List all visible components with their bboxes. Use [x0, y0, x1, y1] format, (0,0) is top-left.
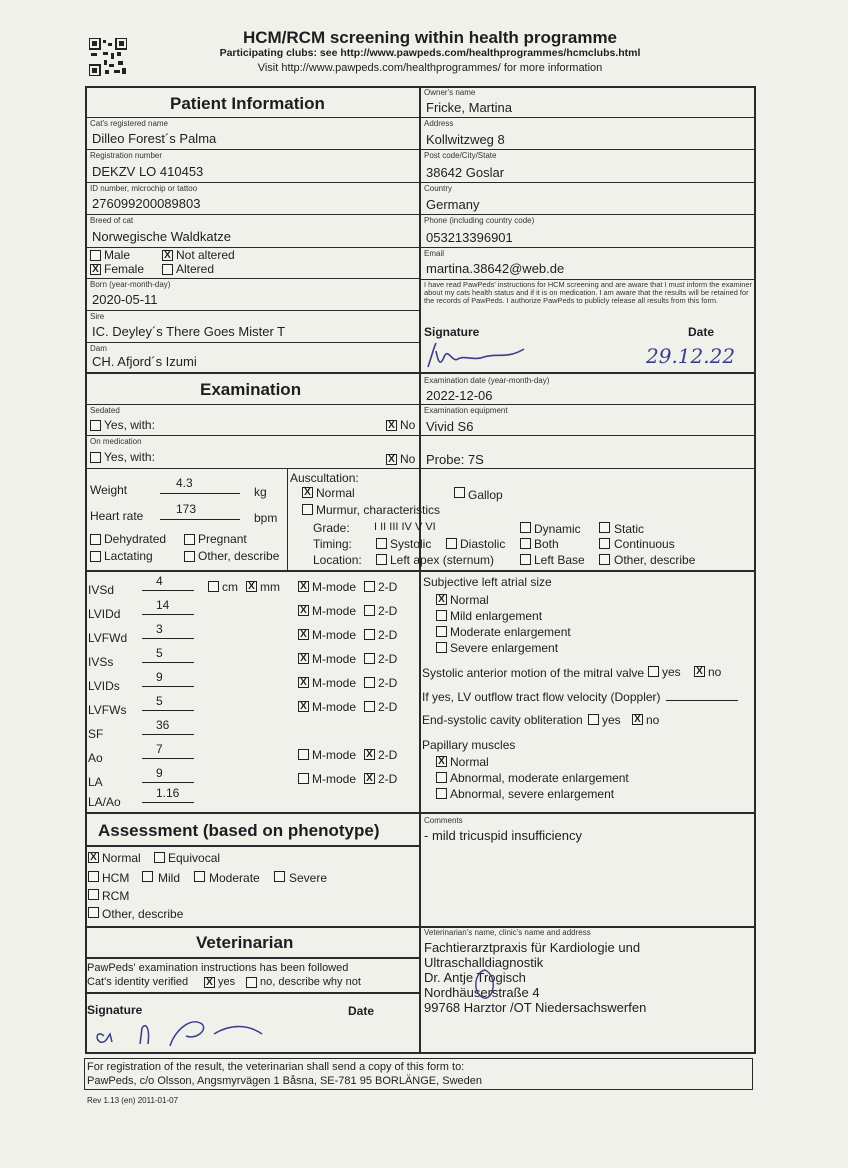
pap-normal-checkbox[interactable]: X [436, 756, 447, 767]
diastolic-label: Diastolic [460, 537, 506, 551]
address-label: Address [424, 119, 454, 128]
hcm-checkbox[interactable] [88, 871, 99, 882]
twod-label: 2-D [378, 700, 398, 714]
measure-label: IVSs [88, 655, 114, 669]
comments-field[interactable]: - mild tricuspid insufficiency [424, 828, 582, 843]
measure-underline [142, 782, 194, 783]
country-field[interactable]: Germany [426, 197, 480, 212]
pregnant-checkbox[interactable] [184, 534, 195, 545]
sam-no-checkbox[interactable]: X [694, 666, 705, 677]
location-other-checkbox[interactable] [599, 554, 610, 565]
both-checkbox[interactable] [520, 538, 531, 549]
measure-label: SF [88, 727, 104, 741]
owner-signature [424, 337, 534, 373]
sedated-yes-label: Yes, with: [104, 418, 155, 432]
severe-label: Severe [289, 871, 328, 885]
rcm-label: RCM [102, 889, 130, 903]
auscultation-label: Auscultation: [290, 471, 359, 485]
cm-label: cm [222, 580, 238, 594]
id-field[interactable]: 276099200089803 [92, 196, 201, 211]
sedated-no-checkbox[interactable]: X [386, 420, 397, 431]
twod-checkbox[interactable] [364, 581, 375, 592]
identity-yes-checkbox[interactable]: X [204, 977, 215, 988]
systolic-label: Systolic [390, 537, 432, 551]
vet-line4: Nordhäuserstraße 4 [424, 985, 540, 1000]
sam-yes-checkbox[interactable] [648, 666, 659, 677]
twod-label: 2-D [378, 772, 398, 786]
murmur-label: Murmur, characteristics [316, 503, 441, 517]
exam-date-field[interactable]: 2022-12-06 [426, 388, 493, 403]
twod-label: 2-D [378, 652, 398, 666]
measure-underline [142, 758, 194, 759]
mmode-label: M-mode [312, 580, 357, 594]
lactating-label: Lactating [104, 549, 153, 563]
twod-checkbox[interactable]: X [364, 773, 375, 784]
measure-underline [142, 710, 194, 711]
measure-value[interactable]: 36 [156, 718, 170, 732]
lvot-label: If yes, LV outflow tract flow velocity (Doppler) [422, 690, 661, 704]
measure-underline [142, 590, 194, 591]
escvo-no-checkbox[interactable]: X [632, 714, 643, 725]
other-describe-checkbox[interactable] [184, 551, 195, 562]
mild-checkbox[interactable] [142, 871, 153, 882]
revision: Rev 1.13 (en) 2011-01-07 [87, 1096, 179, 1105]
sedated-label: Sedated [90, 406, 120, 415]
owner-statement: I have read PawPeds' instructions for HCM screening and are aware that I must inform the examiner about my cats health status and if it is on medication. I am aware that the results will be retained for the records of PawPeds. I authorize PawPeds to publicly release all results from this form. [424, 280, 752, 305]
owner-signature-label: Signature [424, 325, 480, 339]
form-title: HCM/RCM screening within health programme [242, 28, 618, 47]
examination-heading: Examination [200, 380, 302, 399]
measure-underline [142, 638, 194, 639]
phone-field[interactable]: 053213396901 [426, 230, 513, 245]
equipment-label: Examination equipment [424, 406, 508, 415]
assess-normal-label: Normal [102, 851, 141, 865]
measure-label: LVIDd [88, 607, 121, 621]
atrial-moderate-label: Moderate enlargement [450, 625, 571, 639]
owner-name-field[interactable]: Fricke, Martina [426, 100, 512, 115]
grade-options[interactable]: I II III IV V VI [374, 521, 436, 533]
mm-label: mm [260, 580, 280, 594]
assess-other-label: Other, describe [102, 907, 184, 921]
mmode-checkbox[interactable]: X [298, 653, 309, 664]
twod-checkbox[interactable] [364, 701, 375, 712]
email-label: Email [424, 249, 445, 258]
comments-label: Comments [424, 816, 463, 825]
diastolic-checkbox[interactable] [446, 538, 457, 549]
measure-underline [142, 614, 194, 615]
address-field[interactable]: Kollwitzweg 8 [426, 132, 505, 147]
mmode-label: M-mode [312, 628, 357, 642]
identity-no-checkbox[interactable] [246, 977, 257, 988]
atrial-mild-label: Mild enlargement [450, 609, 543, 623]
measure-underline [142, 662, 194, 663]
not-altered-checkbox[interactable]: X [162, 250, 173, 261]
both-label: Both [534, 537, 559, 551]
measure-value[interactable]: 4 [156, 574, 163, 588]
mmode-checkbox[interactable]: X [298, 701, 309, 712]
atrial-severe-checkbox[interactable] [436, 642, 447, 653]
born-field[interactable]: 2020-05-11 [92, 292, 158, 307]
country-label: Country [424, 184, 453, 193]
twod-label: 2-D [378, 748, 398, 762]
frame [754, 86, 756, 1054]
mmode-checkbox[interactable] [298, 773, 309, 784]
pregnant-label: Pregnant [198, 532, 247, 546]
mmode-label: M-mode [312, 676, 357, 690]
frame [419, 86, 421, 1052]
pap-moderate-checkbox[interactable] [436, 772, 447, 783]
veterinarian-heading: Veterinarian [196, 933, 294, 952]
severe-checkbox[interactable] [274, 871, 285, 882]
weight-label: Weight [90, 483, 128, 497]
sam-yes-label: yes [662, 665, 681, 679]
pap-severe-checkbox[interactable] [436, 788, 447, 799]
dynamic-label: Dynamic [534, 522, 581, 536]
atrial-normal-checkbox[interactable]: X [436, 594, 447, 605]
measure-value[interactable]: 7 [156, 742, 163, 756]
measure-value[interactable]: 9 [156, 766, 163, 780]
pap-severe-label: Abnormal, severe enlargement [450, 787, 615, 801]
atrial-normal-label: Normal [450, 593, 489, 607]
bpm-unit: bpm [254, 511, 278, 525]
breed-field[interactable]: Norwegische Waldkatze [92, 229, 231, 244]
measure-label: LVFWd [88, 631, 128, 645]
location-label: Location: [313, 553, 362, 567]
identity-yes-label: yes [218, 976, 236, 988]
frame [85, 1052, 756, 1054]
measure-value[interactable]: 3 [156, 622, 163, 636]
vet-signature-label: Signature [87, 1003, 143, 1017]
continuous-label: Continuous [614, 537, 675, 551]
dam-field[interactable]: CH. Afjord´s Izumi [92, 354, 197, 369]
footer-line1: For registration of the result, the veterinarian shall send a copy of this form to: [87, 1061, 465, 1073]
static-label: Static [614, 522, 645, 536]
atrial-mild-checkbox[interactable] [436, 610, 447, 621]
owner-name-label: Owner's name [424, 88, 476, 97]
other-describe-label: Other, describe [198, 549, 280, 563]
vet-signature [90, 1010, 290, 1050]
static-checkbox[interactable] [599, 522, 610, 533]
sire-field[interactable]: IC. Deyley´s There Goes Mister T [92, 324, 286, 339]
measure-label: LA/Ao [88, 795, 121, 809]
twod-checkbox[interactable] [364, 653, 375, 664]
hcm-label: HCM [102, 871, 130, 885]
twod-checkbox[interactable] [364, 629, 375, 640]
medication-yes-label: Yes, with: [104, 450, 155, 464]
weight-field[interactable]: 4.3 [176, 476, 193, 490]
measure-underline [142, 686, 194, 687]
left-apex-checkbox[interactable] [376, 554, 387, 565]
male-label: Male [104, 248, 131, 262]
papillary-label: Papillary muscles [422, 738, 516, 752]
female-checkbox[interactable]: X [90, 264, 101, 275]
reg-label: Registration number [90, 151, 163, 160]
info-url: Visit http://www.pawpeds.com/healthprogrammes/ for more information [257, 62, 603, 74]
vet-stamp-mark [470, 968, 500, 1002]
mmode-checkbox[interactable]: X [298, 677, 309, 688]
twod-label: 2-D [378, 604, 398, 618]
measure-label: LVFWs [88, 703, 127, 717]
location-other-label: Other, describe [614, 553, 696, 567]
vet-name-label: Veterinarian's name, clinic's name and address [424, 928, 591, 937]
measure-value[interactable]: 5 [156, 646, 163, 660]
altered-checkbox[interactable] [162, 264, 173, 275]
ausc-normal-label: Normal [316, 486, 355, 500]
atrial-severe-label: Severe enlargement [450, 641, 559, 655]
lactating-checkbox[interactable] [90, 551, 101, 562]
cat-name-field[interactable]: Dilleo Forest´s Palma [92, 131, 217, 146]
mmode-label: M-mode [312, 748, 357, 762]
breed-label: Breed of cat [90, 216, 134, 225]
pap-normal-label: Normal [450, 755, 489, 769]
ausc-normal-checkbox[interactable]: X [302, 487, 313, 498]
escvo-yes-label: yes [602, 713, 621, 727]
assess-equivocal-label: Equivocal [168, 851, 221, 865]
atrial-moderate-checkbox[interactable] [436, 626, 447, 637]
continuous-checkbox[interactable] [599, 538, 610, 549]
measure-value[interactable]: 5 [156, 694, 163, 708]
measure-value[interactable]: 9 [156, 670, 163, 684]
cat-name-label: Cat's registered name [90, 119, 169, 128]
left-apex-label: Left apex (sternum) [390, 553, 495, 567]
moderate-checkbox[interactable] [194, 871, 205, 882]
assessment-heading: Assessment (based on phenotype) [98, 821, 380, 840]
mmode-label: M-mode [312, 604, 357, 618]
left-base-label: Left Base [534, 553, 585, 567]
instructions-followed: PawPeds' examination instructions has been followed [87, 962, 349, 974]
escvo-no-label: no [646, 713, 660, 727]
pap-moderate-label: Abnormal, moderate enlargement [450, 771, 629, 785]
postcode-label: Post code/City/State [424, 151, 497, 160]
cm-checkbox[interactable] [208, 581, 219, 592]
assess-normal-checkbox[interactable]: X [88, 852, 99, 863]
owner-sign-date[interactable]: 29.12.22 [646, 344, 736, 368]
medication-label: On medication [90, 437, 142, 446]
identity-no-label: no, describe why not [260, 976, 361, 988]
sedated-yes-checkbox[interactable] [90, 420, 101, 431]
twod-label: 2-D [378, 676, 398, 690]
moderate-label: Moderate [209, 871, 260, 885]
id-label: ID number, microchip or tattoo [90, 184, 198, 193]
male-checkbox[interactable] [90, 250, 101, 261]
mmode-label: M-mode [312, 700, 357, 714]
timing-label: Timing: [313, 537, 352, 551]
probe-field[interactable]: Probe: 7S [426, 452, 484, 467]
heart-rate-label: Heart rate [90, 509, 144, 523]
assess-equivocal-checkbox[interactable] [154, 852, 165, 863]
systolic-checkbox[interactable] [376, 538, 387, 549]
mild-label: Mild [158, 871, 181, 885]
email-field[interactable]: martina.38642@web.de [426, 261, 565, 276]
measure-value[interactable]: 1.16 [156, 786, 180, 800]
twod-checkbox[interactable] [364, 605, 375, 616]
mmode-label: M-mode [312, 652, 357, 666]
exam-date-label: Examination date (year-month-day) [424, 376, 550, 385]
mmode-checkbox[interactable]: X [298, 605, 309, 616]
murmur-checkbox[interactable] [302, 504, 313, 515]
mmode-checkbox[interactable] [298, 749, 309, 760]
grade-label: Grade: [313, 521, 350, 535]
gallop-label: Gallop [468, 488, 503, 502]
phone-label: Phone (including country code) [424, 216, 535, 225]
qr-code-icon [89, 38, 127, 76]
participating-clubs: Participating clubs: see http://www.pawpeds.com/healthprogrammes/hcmclubs.html [219, 47, 641, 59]
mmode-checkbox[interactable]: X [298, 581, 309, 592]
medication-no-label: No [400, 452, 416, 466]
sedated-no-label: No [400, 418, 416, 432]
assess-other-checkbox[interactable] [88, 907, 99, 918]
sam-label: Systolic anterior motion of the mitral valve [422, 666, 645, 680]
owner-date-label: Date [688, 325, 715, 339]
not-altered-label: Not altered [176, 248, 235, 262]
heart-rate-field[interactable]: 173 [176, 502, 197, 516]
mmode-label: M-mode [312, 772, 357, 786]
sam-no-label: no [708, 665, 722, 679]
twod-checkbox[interactable]: X [364, 749, 375, 760]
gallop-checkbox[interactable] [454, 487, 465, 498]
patient-heading: Patient Information [170, 94, 325, 113]
left-base-checkbox[interactable] [520, 554, 531, 565]
measure-label: LA [88, 775, 103, 789]
sire-label: Sire [90, 312, 105, 321]
twod-checkbox[interactable] [364, 677, 375, 688]
born-label: Born (year-month-day) [90, 280, 171, 289]
rcm-checkbox[interactable] [88, 889, 99, 900]
measure-underline [142, 734, 194, 735]
measure-label: IVSd [88, 583, 115, 597]
kg-unit: kg [254, 485, 267, 499]
identity-verified-label: Cat's identity verified [87, 976, 189, 988]
vet-line1: Fachtierarztpraxis für Kardiologie und [424, 940, 641, 955]
dehydrated-label: Dehydrated [104, 532, 167, 546]
medication-no-checkbox[interactable]: X [386, 454, 397, 465]
vet-line5: 99768 Harztor /OT Niedersachswerfen [424, 1000, 647, 1015]
atrial-size-title: Subjective left atrial size [423, 575, 552, 589]
dam-label: Dam [90, 344, 107, 353]
medication-yes-checkbox[interactable] [90, 452, 101, 463]
dehydrated-checkbox[interactable] [90, 534, 101, 545]
postcode-field[interactable]: 38642 Goslar [426, 165, 505, 180]
dynamic-checkbox[interactable] [520, 522, 531, 533]
twod-label: 2-D [378, 580, 398, 594]
escvo-yes-checkbox[interactable] [588, 714, 599, 725]
mmode-checkbox[interactable]: X [298, 629, 309, 640]
measure-label: Ao [88, 751, 103, 765]
escvo-label: End-systolic cavity obliteration [422, 713, 583, 727]
vet-line2: Ultraschalldiagnostik [424, 955, 544, 970]
measure-value[interactable]: 14 [156, 598, 170, 612]
measure-underline [142, 802, 194, 803]
vet-date-label: Date [348, 1004, 375, 1018]
mm-checkbox[interactable]: X [246, 581, 257, 592]
footer-line2: PawPeds, c/o Olsson, Angsmyrvägen 1 Båsna, SE-781 95 BORLÄNGE, Sweden [87, 1075, 482, 1087]
altered-label: Altered [176, 262, 215, 276]
reg-field[interactable]: DEKZV LO 410453 [92, 164, 204, 179]
equipment-field[interactable]: Vivid S6 [426, 419, 474, 434]
twod-label: 2-D [378, 628, 398, 642]
vet-line3: Dr. Antje Trogisch [424, 970, 526, 985]
female-label: Female [104, 262, 145, 276]
measure-label: LVIDs [88, 679, 120, 693]
